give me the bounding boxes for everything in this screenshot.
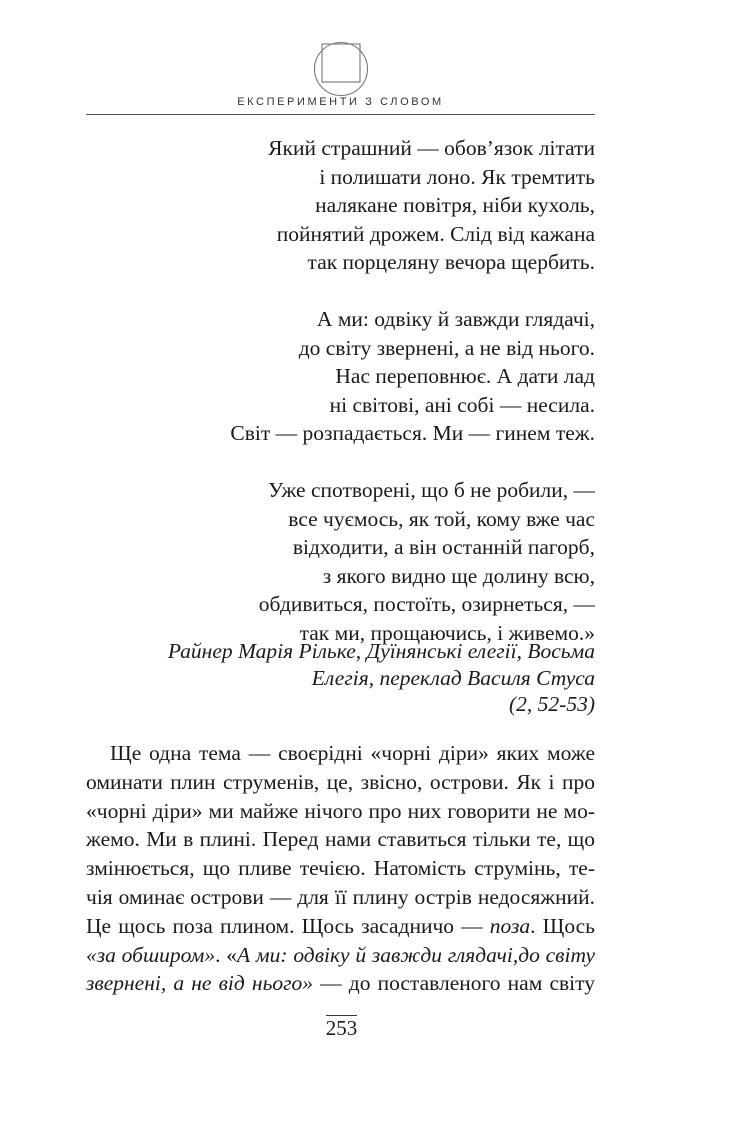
poem-line: з якого видно ще долину всю, <box>322 563 595 588</box>
poem-stanza <box>230 305 595 448</box>
poem-line: Світ — розпадається. Ми — гинем теж. <box>230 421 595 445</box>
poem-line: А ми: одвіку й завжди глядачі, <box>316 307 595 331</box>
poem-stanza <box>230 476 595 647</box>
poem-line: ні світові, ані собі — несила. <box>329 392 595 417</box>
poem-line: Уже спотворені, що б не робили, — <box>268 478 595 502</box>
body-line <box>86 912 595 941</box>
body-line <box>86 941 595 970</box>
italic-emphasis: поза <box>489 913 531 938</box>
running-head: ЕКСПЕРИМЕНТИ З СЛОВОМ <box>237 96 444 108</box>
body-text-run: . Щось <box>530 913 595 938</box>
poem-line: обдивиться, постоїть, озирнеться, — <box>258 592 595 616</box>
header-rule <box>86 114 595 115</box>
poem-quote <box>230 134 595 647</box>
attribution-line: (2, 52-53) <box>509 692 595 716</box>
circle-square-emblem-icon <box>313 41 369 97</box>
italic-quote: А ми: одвіку й завжди глядачі,до світу <box>237 942 596 967</box>
poem-line: до світу звернені, а не від нього. <box>298 335 595 360</box>
italic-quote: звернені, а не від нього» <box>86 971 313 996</box>
attribution-line: Елегія, переклад Василя Стуса <box>311 665 595 690</box>
attribution-line: Райнер Марія Рільке, Дуїнянські елегії, Восьма <box>167 639 595 663</box>
body-line <box>86 969 595 998</box>
body-text-run: . « <box>215 942 238 967</box>
poem-line: відходити, а він останній пагорб, <box>292 535 595 559</box>
poem-stanza <box>230 134 595 277</box>
poem-line: все чуємось, як той, кому вже час <box>288 506 595 531</box>
poem-line: Який страшний — обов’язок літати <box>268 136 595 160</box>
poem-line: і полишати лоно. Як тремтить <box>319 164 595 189</box>
italic-emphasis: «за обширом» <box>86 942 216 967</box>
poem-line: так ми, прощаючись, і живемо.» <box>299 620 595 645</box>
page-number <box>0 1015 683 1041</box>
body-line: жемо. Ми в плині. Перед нами ставиться тільки те, що <box>86 827 595 852</box>
quote-attribution <box>168 638 595 718</box>
body-line: змінюється, що пливе течією. Натомість струмінь, те- <box>86 856 595 881</box>
body-text-run: — до поставленого нам світу <box>313 971 595 996</box>
body-line: оминати плин струменів, це, звісно, острови. Як і про <box>86 769 595 794</box>
poem-line: так порцеляну вечора щербить. <box>307 250 595 274</box>
poem-line: налякане повітря, ніби кухоль, <box>315 193 595 217</box>
body-line: чія оминає острови — для її плину острів недосяжний. <box>86 884 595 909</box>
body-paragraph <box>86 739 595 998</box>
poem-line: пойнятий дрожем. Слід від кажана <box>276 221 595 246</box>
poem-line: Нас переповнює. А дати лад <box>335 364 595 388</box>
body-line: «чорні діри» ми майже нічого про них говорити не мо- <box>86 798 595 823</box>
page-number-text: 253 <box>325 1016 358 1040</box>
body-line: Ще одна тема — своєрідні «чорні діри» яких може <box>110 741 595 765</box>
body-text-run: Це щось поза плином. Щось засадничо — <box>86 913 490 938</box>
